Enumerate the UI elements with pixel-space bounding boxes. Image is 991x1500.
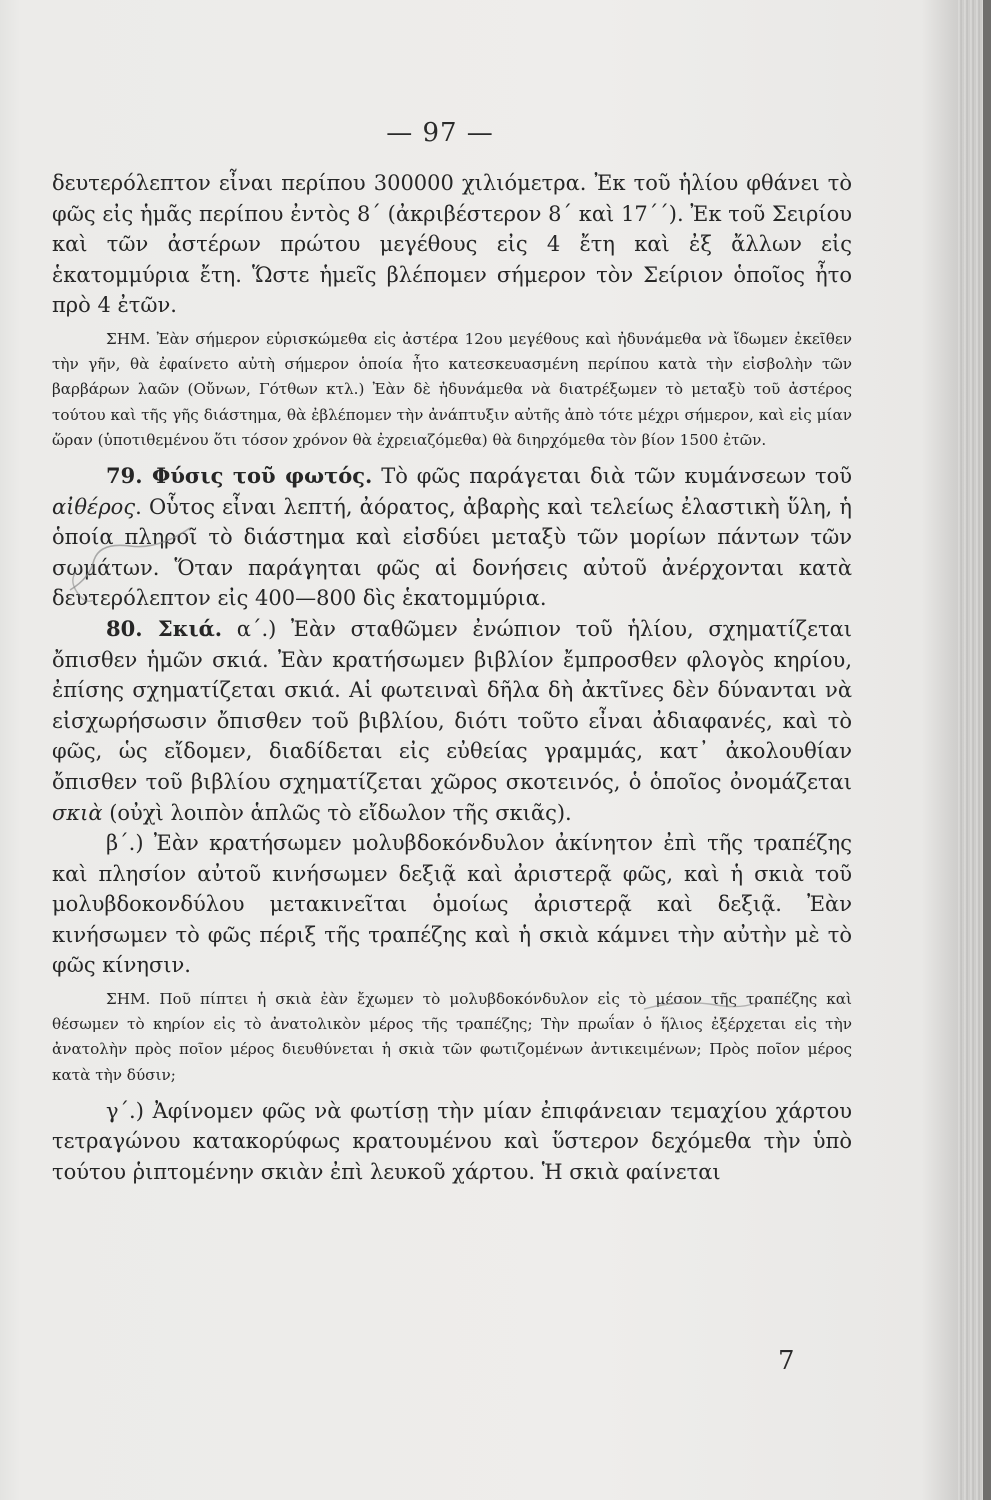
section-80-term-shadow: σκιὰ (52, 800, 103, 825)
signature-mark: 7 (778, 1346, 795, 1376)
book-spine-shadow (983, 0, 991, 1500)
paragraph-paper-experiment: γ΄.) Ἀφίνομεν φῶς νὰ φωτίσῃ τὴν μίαν ἐπιφάνειαν τεμαχίου χάρτου τετραγώνου κατακορύφως κρατουμένου καὶ ὕστερον δεχόμεθα τὴν ὑπὸ τούτου ῥιπτομένην σκιὰν ἐπὶ λευκοῦ χάρτου. Ἡ σκιὰ φαίνεται (52, 1098, 852, 1185)
section-79-nature-of-light (52, 461, 852, 614)
section-79-heading: 79. Φύσις τοῦ φωτός. (106, 462, 373, 488)
note-shadow-direction: ΣΗΜ. Ποῦ πίπτει ἡ σκιὰ ἐὰν ἔχωμεν τὸ μολυβδοκόνδυλον εἰς τὸ μέσον τῆς τραπέζης καὶ θέσωμεν τὸ κηρίον εἰς τὸ ἀνατολικὸν μέρος τῆς τραπέζης; Τὴν πρωΐαν ὁ ἥλιος ἐξέρχεται εἰς τὴν ἀνατολὴν πρὸς ποῖον μέρος διευθύνεται ἡ σκιὰ τῶν φωτιζομένων ἀντικειμένων; Πρὸς ποῖον μέρος κατὰ τὴν δύσιν; (52, 990, 852, 1084)
section-79-term-ether: αἰθέρος (52, 494, 136, 519)
section-79-text-start: Τὸ φῶς παράγεται διὰ τῶν κυμάνσεων τοῦ (381, 463, 853, 488)
page-number: — 97 — (386, 118, 494, 148)
paragraph-light-speed: δευτερόλεπτον εἶναι περίπου 300000 χιλιόμετρα. Ἐκ τοῦ ἡλίου φθάνει τὸ φῶς εἰς ἡμᾶς περίπου ἐντὸς 8΄ (ἀκριβέστερον 8΄ καὶ 17΄΄). Ἐκ τοῦ Σειρίου καὶ τῶν ἀστέρων πρώτου μεγέθους εἰς 4 ἔτη καὶ ἐξ ἄλλων εἰς ἑκατομμύρια ἔτη. Ὥστε ἡμεῖς βλέπομεν σήμερον τὸν Σείριον ὁποῖος ἦτο πρὸ 4 ἐτῶν. (52, 171, 852, 318)
section-80-heading: 80. Σκιά. (106, 615, 223, 641)
paragraph-pencil-experiment: β΄.) Ἐὰν κρατήσωμεν μολυβδοκόνδυλον ἀκίνητον ἐπὶ τῆς τραπέζης καὶ πλησίον αὐτοῦ κινήσωμεν δεξιᾷ καὶ ἀριστερᾷ φῶς, καὶ ἡ σκιὰ τοῦ μολυβδοκονδύλου μετακινεῖται ὁμοίως ἀριστερᾷ καὶ δεξιᾷ. Ἐὰν κινήσωμεν τὸ φῶς πέριξ τῆς τραπέζης καὶ ἡ σκιὰ κάμνει τὴν αὐτὴν μὲ τὸ φῶς κίνησιν. (52, 831, 852, 978)
section-79-text-end: . Οὗτος εἶναι λεπτή, ἀόρατος, ἀβαρὴς καὶ τελείως ἐλαστικὴ ὕλη, ἡ ὁποία πληροῖ τὸ διάστημα καὶ εἰσδύει μεταξὺ τῶν μορίων πάντων τῶν σωμάτων. Ὅταν παράγηται φῶς αἱ δονήσεις αὐτοῦ ἀνέρχονται κατὰ δευτερόλεπτον εἰς 400—800 δὶς ἑκατομμύρια. (52, 494, 852, 611)
section-80-text-start: α΄.) Ἐὰν σταθῶμεν ἐνώπιον τοῦ ἡλίου, σχηματίζεται ὄπισθεν ἡμῶν σκιά. Ἐὰν κρατήσωμεν βιβλίον ἔμπροσθεν φλογὸς κηρίου, ἐπίσης σχηματίζεται σκιά. Αἱ φωτειναὶ δῆλα δὴ ἀκτῖνες δὲν δύνανται νὰ εἰσχωρήσωσιν ὄπισθεν τοῦ βιβλίου, διότι τοῦτο εἶναι ἀδιαφανές, καὶ τὸ φῶς, ὡς εἴδομεν, διαδίδεται εἰς εὐθείας γραμμάς, κατ᾿ ἀκολουθίαν ὄπισθεν τοῦ βιβλίου σχηματίζεται χῶρος σκοτεινός, ὁ ὁποῖος ὀνομάζεται (52, 616, 852, 794)
section-80-text-end: (οὐχὶ λοιπὸν ἁπλῶς τὸ εἴδωλον τῆς σκιᾶς). (109, 800, 572, 825)
section-80-shadow (52, 614, 852, 828)
page-body (52, 168, 852, 1188)
note-star-observation: ΣΗΜ. Ἐὰν σήμερον εὑρισκώμεθα εἰς ἀστέρα 12ου μεγέθους καὶ ἠδυνάμεθα νὰ ἴδωμεν ἐκεῖθεν τὴν γῆν, θὰ ἐφαίνετο αὐτὴ σήμερον ὁποία ἦτο κατεσκευασμένη περίπου κατὰ τὴν εἰσβολὴν τῶν βαρβάρων λαῶν (Οὔνων, Γότθων κτλ.) Ἐὰν δὲ ἠδυνάμεθα νὰ διατρέξωμεν τὸ μεταξὺ τοῦ ἀστέρος τούτου καὶ τῆς γῆς διάστημα, θὰ ἐβλέπομεν τὴν ἀνάπτυξιν αὐτῆς ἀπὸ τότε μέχρι σήμερον, καὶ εἰς μίαν ὥραν (ὑποτιθεμένου ὅτι τόσον χρόνον θὰ ἐχρειαζόμεθα) θὰ διηρχόμεθα τὸν βίον 1500 ἐτῶν. (52, 329, 852, 449)
